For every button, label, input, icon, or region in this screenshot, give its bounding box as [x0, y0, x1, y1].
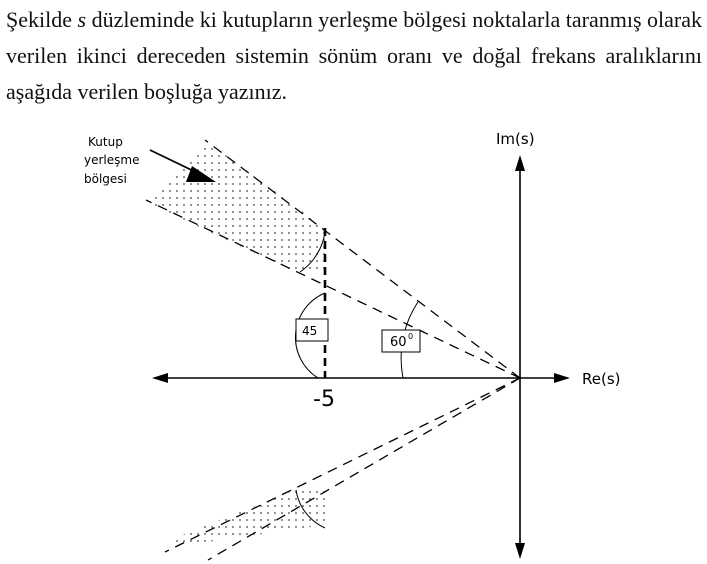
boundary-line-upper-2: [146, 200, 520, 378]
region-label-line-2: yerleşme: [84, 153, 140, 167]
imag-axis-top-arrow: [515, 155, 525, 171]
question-variable-s: s: [77, 7, 87, 32]
region-label-line-3: bölgesi: [84, 172, 127, 186]
real-tick-label-minus-5: -5: [313, 387, 335, 412]
boundary-line-upper-1: [205, 140, 520, 378]
angle-label-45: 45: [302, 324, 318, 338]
angle-label-60: 60: [390, 335, 407, 350]
question-part-1: Şekilde: [6, 7, 78, 32]
real-axis-right-arrow: [554, 373, 570, 383]
region-label-line-1: Kutup: [88, 135, 123, 149]
imag-axis-bottom-arrow: [515, 543, 525, 559]
pole-region-lower: [165, 490, 325, 548]
degree-mark: 0: [408, 332, 414, 341]
real-axis-label: Re(s): [582, 370, 621, 388]
real-axis-left-arrow: [152, 373, 168, 383]
boundary-line-lower-2: [208, 378, 520, 560]
imag-axis-label: Im(s): [496, 130, 535, 148]
question-part-2: düzleminde ki kutupların yerleşme bölgesi noktalarla taranmış olarak verilen ikinci dereceden sistemin sönüm oranı ve doğal frekans aralıklarını aşağıda verilen boşluğa yazınız.: [6, 7, 702, 104]
